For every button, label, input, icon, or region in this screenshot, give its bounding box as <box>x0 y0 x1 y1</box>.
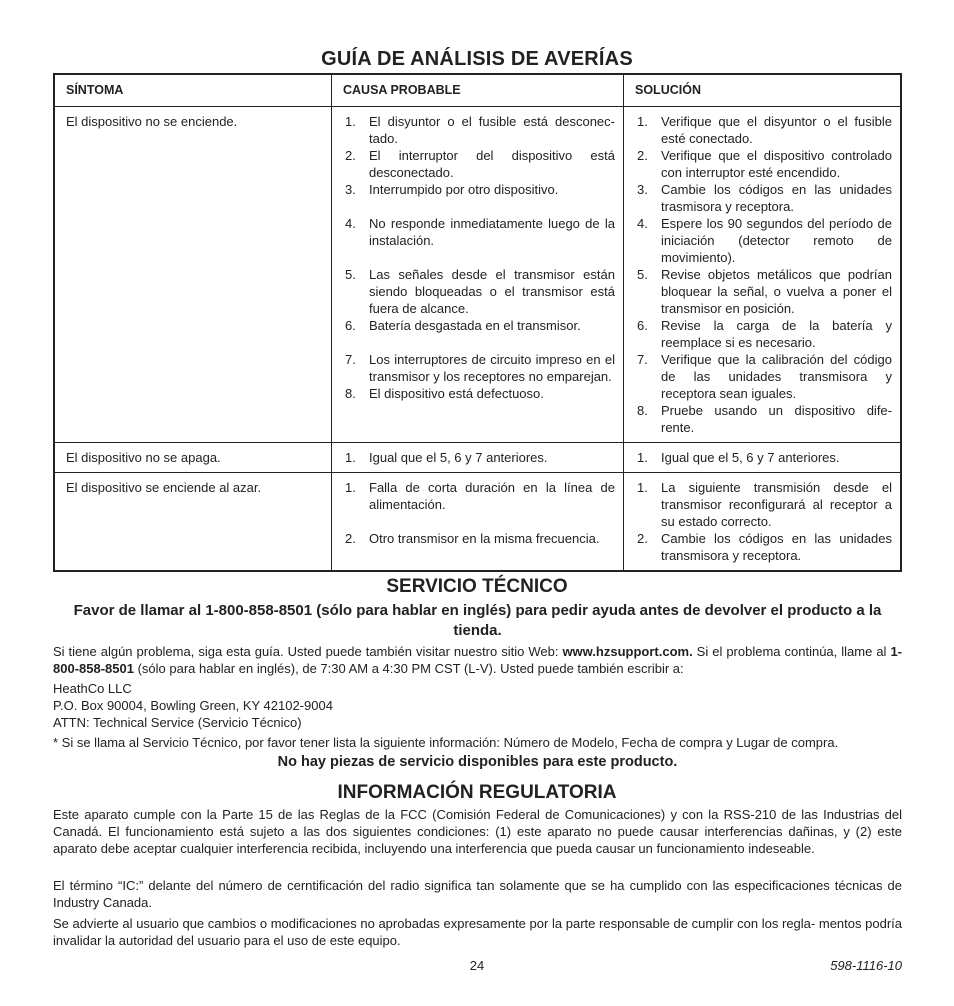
item-number: 5. <box>637 267 648 282</box>
solution-cell <box>624 443 902 473</box>
item-text: Revise la carga de la batería y reemplace si es necesario. <box>661 318 892 350</box>
item-text: Falla de corta duración en la línea de alimentación. <box>369 480 615 512</box>
cause-cell <box>332 473 624 572</box>
regulatory-paragraph-1: Este aparato cumple con la Parte 15 de las Reglas de la FCC (Comisión Federal de Comunicaciones) y con la RSS-210 de las Industrias del Canadá. El funcionamiento está sujeto a las dos siguientes condiciones: (1) este aparato no puede causar interferencias dañinas, y (2) este aparato debe aceptar cualquier interferencia recibida, incluyendo una interferencia que pueda causar un funcionamiento indeseable. <box>53 807 902 856</box>
cause-list <box>343 449 615 466</box>
address-line: P.O. Box 90004, Bowling Green, KY 42102-9004 <box>53 698 333 713</box>
solution-list <box>635 449 892 466</box>
item-number: 1. <box>345 114 356 129</box>
list-item <box>635 181 892 215</box>
table-row <box>54 473 901 572</box>
list-item <box>343 147 615 181</box>
item-text: El dispositivo está defectuoso. <box>369 386 544 401</box>
cause-cell <box>332 107 624 443</box>
item-text: El interruptor del dispositivo está desconectado. <box>369 148 615 180</box>
table-header-row <box>54 74 901 107</box>
item-number: 2. <box>345 531 356 546</box>
regulatory-heading: INFORMACIÓN REGULATORIA <box>337 782 617 803</box>
address-line: HeathCo LLC <box>53 681 132 696</box>
symptom-cell: El dispositivo se enciende al azar. <box>54 473 332 572</box>
list-item <box>635 530 892 564</box>
item-text: Verifique que el dispositivo controlado con interruptor esté encendido. <box>661 148 892 180</box>
item-number: 2. <box>637 531 648 546</box>
item-number: 1. <box>637 114 648 129</box>
service-intro <box>53 643 902 677</box>
item-number: 7. <box>345 352 356 367</box>
list-item <box>635 266 892 317</box>
table-row <box>54 107 901 443</box>
list-item <box>343 317 615 334</box>
header-probable-cause: CAUSA PROBABLE <box>332 74 624 107</box>
item-number: 3. <box>637 182 648 197</box>
item-number: 1. <box>345 480 356 495</box>
no-parts-notice: No hay piezas de servicio disponibles para este producto. <box>277 754 678 770</box>
item-number: 6. <box>345 318 356 333</box>
item-number: 1. <box>345 450 356 465</box>
document-number: 598-1116-10 <box>830 958 902 973</box>
mailing-address <box>53 680 902 731</box>
page-number: 24 <box>469 958 485 973</box>
list-item <box>635 113 892 147</box>
cause-cell <box>332 443 624 473</box>
item-number: 3. <box>345 182 356 197</box>
header-symptom: SÍNTOMA <box>54 74 332 107</box>
solution-cell <box>624 107 902 443</box>
item-number: 4. <box>345 216 356 231</box>
item-number: 8. <box>345 386 356 401</box>
item-text: Verifique que la calibración del código de las unidades transmisora y receptora sean iguales. <box>661 352 892 401</box>
item-text: Interrumpido por otro dispositivo. <box>369 182 559 197</box>
item-number: 8. <box>637 403 648 418</box>
solution-list <box>635 479 892 564</box>
item-number: 1. <box>637 450 648 465</box>
item-text: La siguiente transmisión desde el transmisor reconfigurará al receptor a su estado correcto. <box>661 480 892 529</box>
service-heading: SERVICIO TÉCNICO <box>386 576 568 597</box>
support-phone: 1-800-858-8501 <box>53 644 902 676</box>
item-text: Cambie los códigos en las unidades trasmisora y receptora. <box>661 182 892 214</box>
list-item <box>635 402 892 436</box>
item-text: Las señales desde el transmisor están siendo bloqueadas o el transmisor está fuera de alcance. <box>369 267 615 316</box>
service-note: * Si se llama al Servicio Técnico, por favor tener lista la siguiente información: Número de Modelo, Fecha de compra y Lugar de compra. <box>53 735 839 750</box>
item-text: Igual que el 5, 6 y 7 anteriores. <box>369 450 548 465</box>
item-text: Otro transmisor en la misma frecuencia. <box>369 531 600 546</box>
item-number: 6. <box>637 318 648 333</box>
service-paragraph <box>53 643 902 677</box>
item-text: Batería desgastada en el transmisor. <box>369 318 581 333</box>
list-item <box>343 449 615 466</box>
symptom-cell: El dispositivo no se enciende. <box>54 107 332 443</box>
list-item <box>635 479 892 530</box>
item-text: Cambie los códigos en las unidades transmisora y receptora. <box>661 531 892 563</box>
list-item <box>343 113 615 147</box>
service-intro-text-3: (sólo para hablar en inglés), de 7:30 AM a 4:30 PM CST (L-V). Usted puede también escribir a: <box>133 661 684 676</box>
list-item <box>343 266 615 317</box>
item-text: Verifique que el disyuntor o el fusible esté conectado. <box>661 114 892 146</box>
page-title: GUÍA DE ANÁLISIS DE AVERÍAS <box>321 48 633 70</box>
list-item <box>635 449 892 466</box>
list-item <box>343 530 615 547</box>
item-text: Los interruptores de circuito impreso en el transmisor y los receptores no emparejan. <box>369 352 615 384</box>
list-item <box>635 351 892 402</box>
item-text: El disyuntor o el fusible está desconec- tado. <box>369 114 615 146</box>
list-item <box>635 147 892 181</box>
item-text: Pruebe usando un dispositivo dife- rente. <box>661 403 892 435</box>
header-solution: SOLUCIÓN <box>624 74 902 107</box>
service-callout: Favor de llamar al 1-800-858-8501 (sólo para hablar en inglés) para pedir ayuda antes de devolver el producto a la tienda. <box>73 602 882 639</box>
list-item <box>343 385 615 402</box>
address-line: ATTN: Technical Service (Servicio Técnico) <box>53 715 302 730</box>
item-number: 5. <box>345 267 356 282</box>
solution-list <box>635 113 892 436</box>
item-number: 4. <box>637 216 648 231</box>
service-intro-text-2: Si el problema continúa, llame al <box>692 644 891 659</box>
list-item <box>635 317 892 351</box>
item-number: 1. <box>637 480 648 495</box>
service-intro-text: Si tiene algún problema, siga esta guía. Usted puede también visitar nuestro sitio Web: <box>53 644 563 659</box>
list-item <box>343 181 615 198</box>
regulatory-paragraph-2: El término “IC:” delante del número de cerntificación del radio significa tan solamente que se ha cumplido con las especificaciones técnicas de Industry Canada. <box>53 878 902 910</box>
solution-cell <box>624 473 902 572</box>
item-text: Revise objetos metálicos que podrían bloquear la señal, o vuelva a poner el transmisor en posición. <box>661 267 892 316</box>
item-text: Igual que el 5, 6 y 7 anteriores. <box>661 450 840 465</box>
table-row <box>54 443 901 473</box>
item-number: 2. <box>345 148 356 163</box>
list-item <box>343 351 615 385</box>
item-number: 7. <box>637 352 648 367</box>
support-website-link[interactable]: www.hzsupport.com. <box>562 644 693 659</box>
item-text: No responde inmediatamente luego de la instalación. <box>369 216 615 248</box>
item-text: Espere los 90 segundos del período de iniciación (detector remoto de movimiento). <box>661 216 892 265</box>
troubleshooting-table <box>53 73 902 572</box>
cause-list <box>343 113 615 402</box>
cause-list <box>343 479 615 547</box>
item-number: 2. <box>637 148 648 163</box>
symptom-cell: El dispositivo no se apaga. <box>54 443 332 473</box>
list-item <box>343 215 615 249</box>
list-item <box>343 479 615 513</box>
list-item <box>635 215 892 266</box>
regulatory-paragraph-3: Se advierte al usuario que cambios o modificaciones no aprobadas expresamente por la parte responsable de cumplir con los regla- mentos podría invalidar la autoridad del usuario para el uso de este equipo. <box>53 916 902 948</box>
